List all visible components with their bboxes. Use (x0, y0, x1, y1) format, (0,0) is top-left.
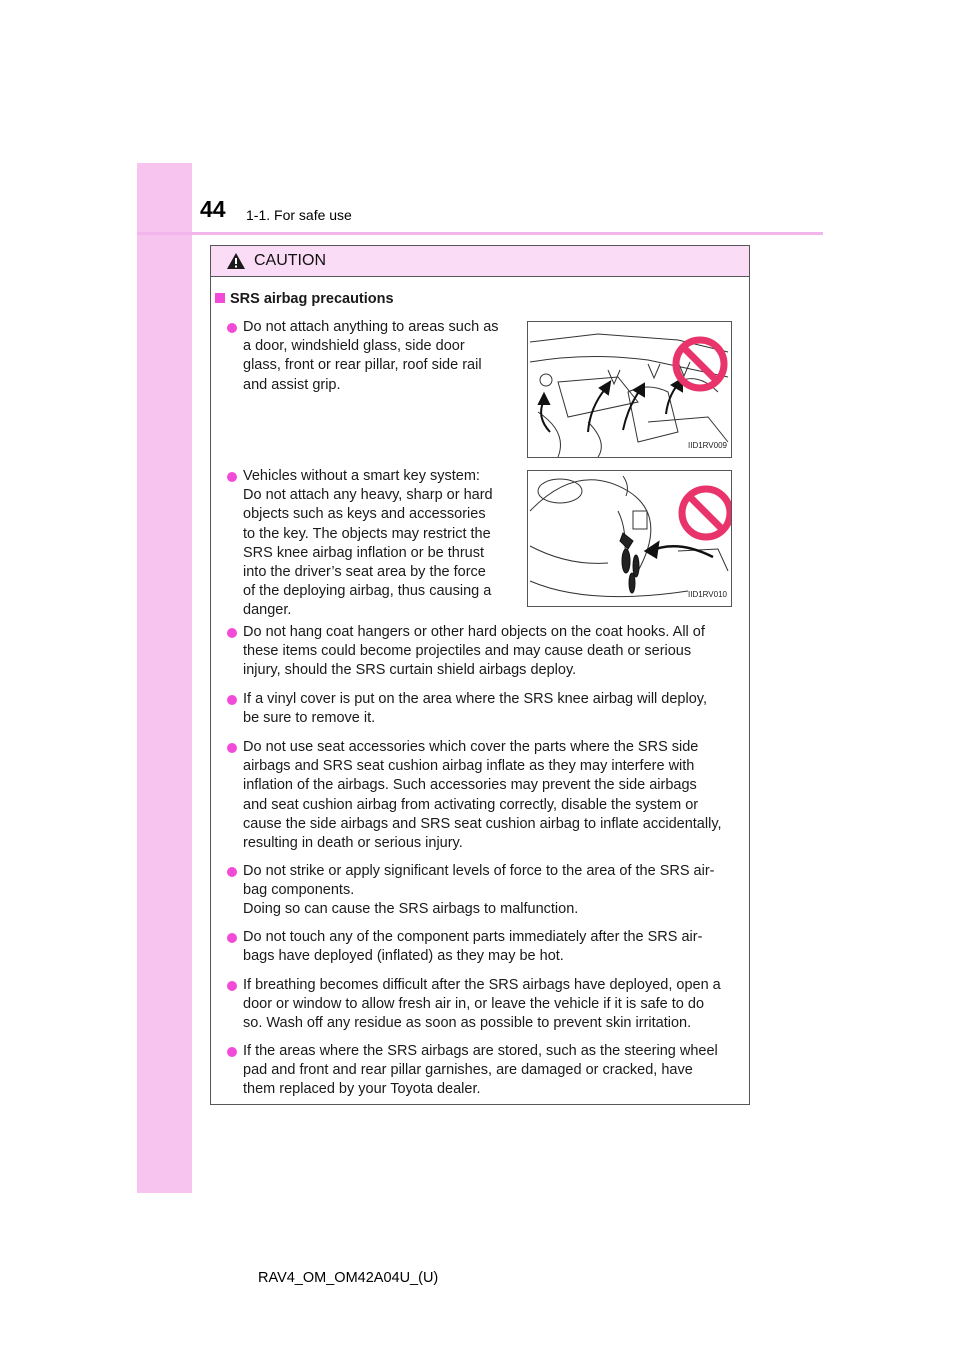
illustration-roof-side-rail (527, 321, 732, 458)
section-heading (215, 290, 394, 309)
item-text: Do not use seat accessories which cover the parts where the SRS side airbags and SRS seat cushion airbag inflate as they may interfere with inflation of the airbags. Such accessories may prevent the side airbags and seat cushion airbag from activating correctly, disable the system or cause the side airbags and SRS seat cushion airbag to inflate accidentally, resulting in death or serious injury. (243, 739, 722, 852)
page-number: 44 (200, 196, 226, 222)
item-text: Do not attach anything to areas such as a door, windshield glass, side door glass, front or rear pillar, roof side rail and assist grip. (243, 319, 499, 393)
square-bullet-icon (215, 293, 225, 303)
list-item (227, 467, 517, 621)
side-strip (137, 163, 192, 1193)
figure-code: IID1RV009 (688, 440, 727, 450)
item-text: If breathing becomes difficult after the SRS airbags have deployed, open a door or window to allow fresh air in, or leave the vehicle if it is safe to do so. Wash off any residue as soon as possible to prevent skin irritation. (243, 977, 721, 1032)
figure-code: IID1RV010 (688, 589, 727, 599)
warning-triangle-icon (226, 252, 246, 270)
header-rule (137, 232, 823, 235)
caution-box (210, 245, 750, 1105)
caution-header (211, 246, 749, 277)
bullet-icon (227, 472, 237, 482)
illustration-key-ring (527, 470, 732, 607)
list-item (227, 862, 743, 920)
item-text: Do not strike or apply significant levels of force to the area of the SRS air- bag components. Doing so can cause the SRS airbags to malfunction. (243, 863, 715, 918)
bullet-icon (227, 323, 237, 333)
list-item (227, 1042, 743, 1100)
item-text: If the areas where the SRS airbags are stored, such as the steering wheel pad and front and rear pillar garnishes, are damaged or cracked, have them replaced by your Toyota dealer. (243, 1043, 718, 1098)
item-text: Do not hang coat hangers or other hard objects on the coat hooks. All of these items could become projectiles and may cause death or serious injury, should the SRS curtain shield airbags deploy. (243, 624, 705, 679)
footer-doc-code: RAV4_OM_OM42A04U_(U) (258, 1270, 439, 1286)
list-item (227, 738, 743, 853)
item-text: If a vinyl cover is put on the area where the SRS knee airbag will deploy, be sure to remove it. (243, 691, 707, 727)
caution-label: CAUTION (254, 252, 326, 269)
heading-text: SRS airbag precautions (230, 291, 394, 307)
section-title: 1-1. For safe use (246, 207, 352, 223)
list-item (227, 976, 743, 1034)
list-item (227, 690, 743, 728)
bullet-icon (227, 981, 237, 991)
bullet-icon (227, 1047, 237, 1057)
list-item (227, 318, 517, 395)
bullet-icon (227, 743, 237, 753)
bullet-icon (227, 628, 237, 638)
bullet-icon (227, 695, 237, 705)
bullet-icon (227, 933, 237, 943)
item-text: Do not touch any of the component parts immediately after the SRS air- bags have deployed (inflated) as they may be hot. (243, 929, 703, 965)
item-text: Vehicles without a smart key system: Do not attach any heavy, sharp or hard objects such as keys and accessories to the key. The objects may restrict the SRS knee airbag inflation or be thrust into the driver’s seat area by the force of the deploying airbag, thus causing a danger. (243, 468, 493, 619)
list-item (227, 623, 743, 681)
list-item (227, 928, 743, 966)
bullet-icon (227, 867, 237, 877)
